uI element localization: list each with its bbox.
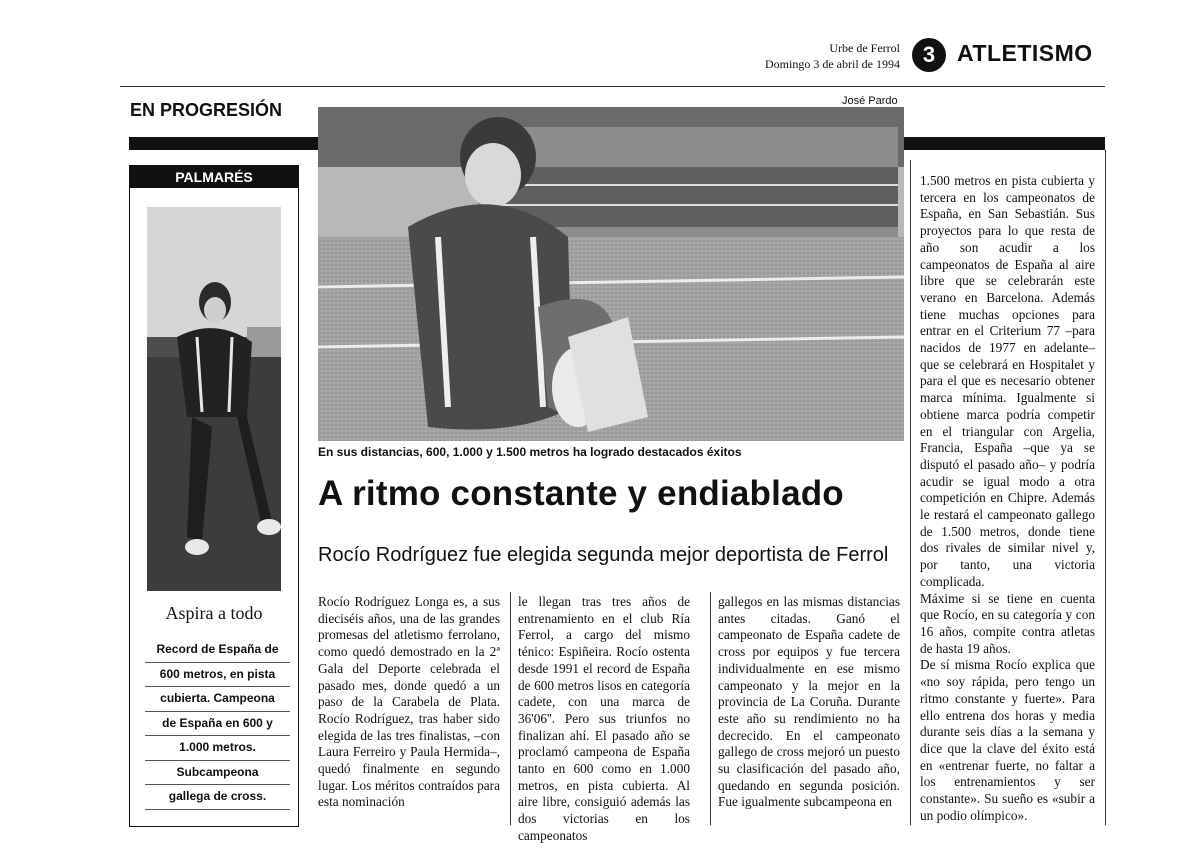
record-line: 1.000 metros. [145,736,290,761]
body-paragraph: De sí misma Rocío explica que «no soy rápida, pero tengo un ritmo constante y fuerte». Para ello entrena dos horas y media durante seis días a la semana y dice que la clave del éxito está en «entrenar fuerte, no faltar a los entrenamientos y ser constante». Su sueño es «subir a un podio olímpico». [920,657,1095,823]
main-photo [318,107,904,441]
kicker-label: EN PROGRESIÓN [130,100,283,120]
issue-date: Domingo 3 de abril de 1994 [765,57,900,71]
sidebar-photo-caption: Aspira a todo [165,603,263,623]
records-list [145,638,290,810]
sidebar-photo [147,207,281,591]
record-line: gallega de cross. [145,785,290,810]
body-paragraph: Máxime si se tiene en cuenta que Rocío, en su categoría y con 16 años, compite contra atletas de hasta 19 años. [920,590,1095,656]
body-paragraph: le llegan tras tres años de entrenamiento en el club Ría Ferrol, a cargo del mismo ténico: Espiñeira. Rocío ostenta desde 1991 el record de España de 600 metros lisos en categoría cadete, con una marca de 36'06''. Pero sus triunfos no finalizan ahí. El pasado año se proclamó campeona de España tanto en 600 como en 1.000 metros, en pista cubierta. Al aire libre, consiguió además las dos victorias en los campeonatos [518,594,690,843]
page-right-border [1105,150,1106,825]
record-line: Subcampeona [145,761,290,786]
body-column-1 [318,594,500,811]
body-column-3 [718,594,900,811]
photo-caption: En sus distancias, 600, 1.000 y 1.500 metros ha logrado destacados éxitos [318,445,742,459]
subheadline: Rocío Rodríguez fue elegida segunda mejor deportista de Ferrol [318,544,889,566]
body-paragraph: 1.500 metros en pista cubierta y tercera en los campeonatos de España, en San Sebastián. Sus proyectos para lo que resta de año son acudir a los campeonatos de España al aire libre que se celebrarán este verano en Barcelona. Además tiene muchas opciones para entrar en el Criterium 77 –para nacidos de 1977 en adelante– que se celebrará en Hospitalet y para el que es necesario obtener marca mínima. Igualmente si obtiene marca podría competir en el triangular con Argelia, Francia, España –que ya se disputó el pasado año– y podría acudir se igual modo a otra competición en Chipre. Además le restará el campeonato gallego de 1.500 metros, donde tiene dos rivales de similar nivel y, por tanto, una victoria complicada. [920,173,1095,589]
newspaper-masthead [760,40,900,72]
headline: A ritmo constante y endiablado [318,474,844,513]
record-line: de España en 600 y [145,712,290,737]
photo-credit: José Pardo [842,95,898,107]
athlete-portrait-image [147,207,281,591]
body-paragraph: Rocío Rodríguez Longa es, a sus dieciséis años, una de las grandes promesas del atletismo ferrolano, como quedó demostrado en la 2ª Gala del Deporte celebrada el pasado mes, donde quedó a un paso de la Carabela de Plata. Rocío Rodríguez, tras haber sido elegida de las tres finalistas, –con Laura Ferreiro y Paula Hermida–, quedó finalmente en segundo lugar. Los méritos contraídos para esta nominación [318,594,500,810]
record-line: 600 metros, en pista [145,663,290,688]
body-column-2 [518,594,690,845]
record-line: Record de España de [145,638,290,663]
column-divider [710,592,711,825]
section-title: ATLETISMO [957,40,1093,66]
record-line: cubierta. Campeona [145,687,290,712]
column-divider [510,592,511,825]
body-column-4 [920,173,1095,824]
palmares-label: PALMARÉS [130,166,298,188]
newspaper-name: Urbe de Ferrol [829,41,900,55]
header-divider [120,86,1105,87]
athlete-stretching-image [318,107,904,441]
page-number-badge: 3 [912,38,946,72]
column-divider [910,160,911,825]
body-paragraph: gallegos en las mismas distancias antes citadas. Ganó el campeonato de España cadete de cross por equipos y fue tercera individualmente en ese mismo campeonato y la mejor en la provincia de La Coruña. Durante este año su rendimiento no ha decrecido. En el campeonato gallego de cross mejoró un puesto su clasificación del pasado año, quedando en segunda posición. Fue igualmente subcampeona en [718,594,900,810]
